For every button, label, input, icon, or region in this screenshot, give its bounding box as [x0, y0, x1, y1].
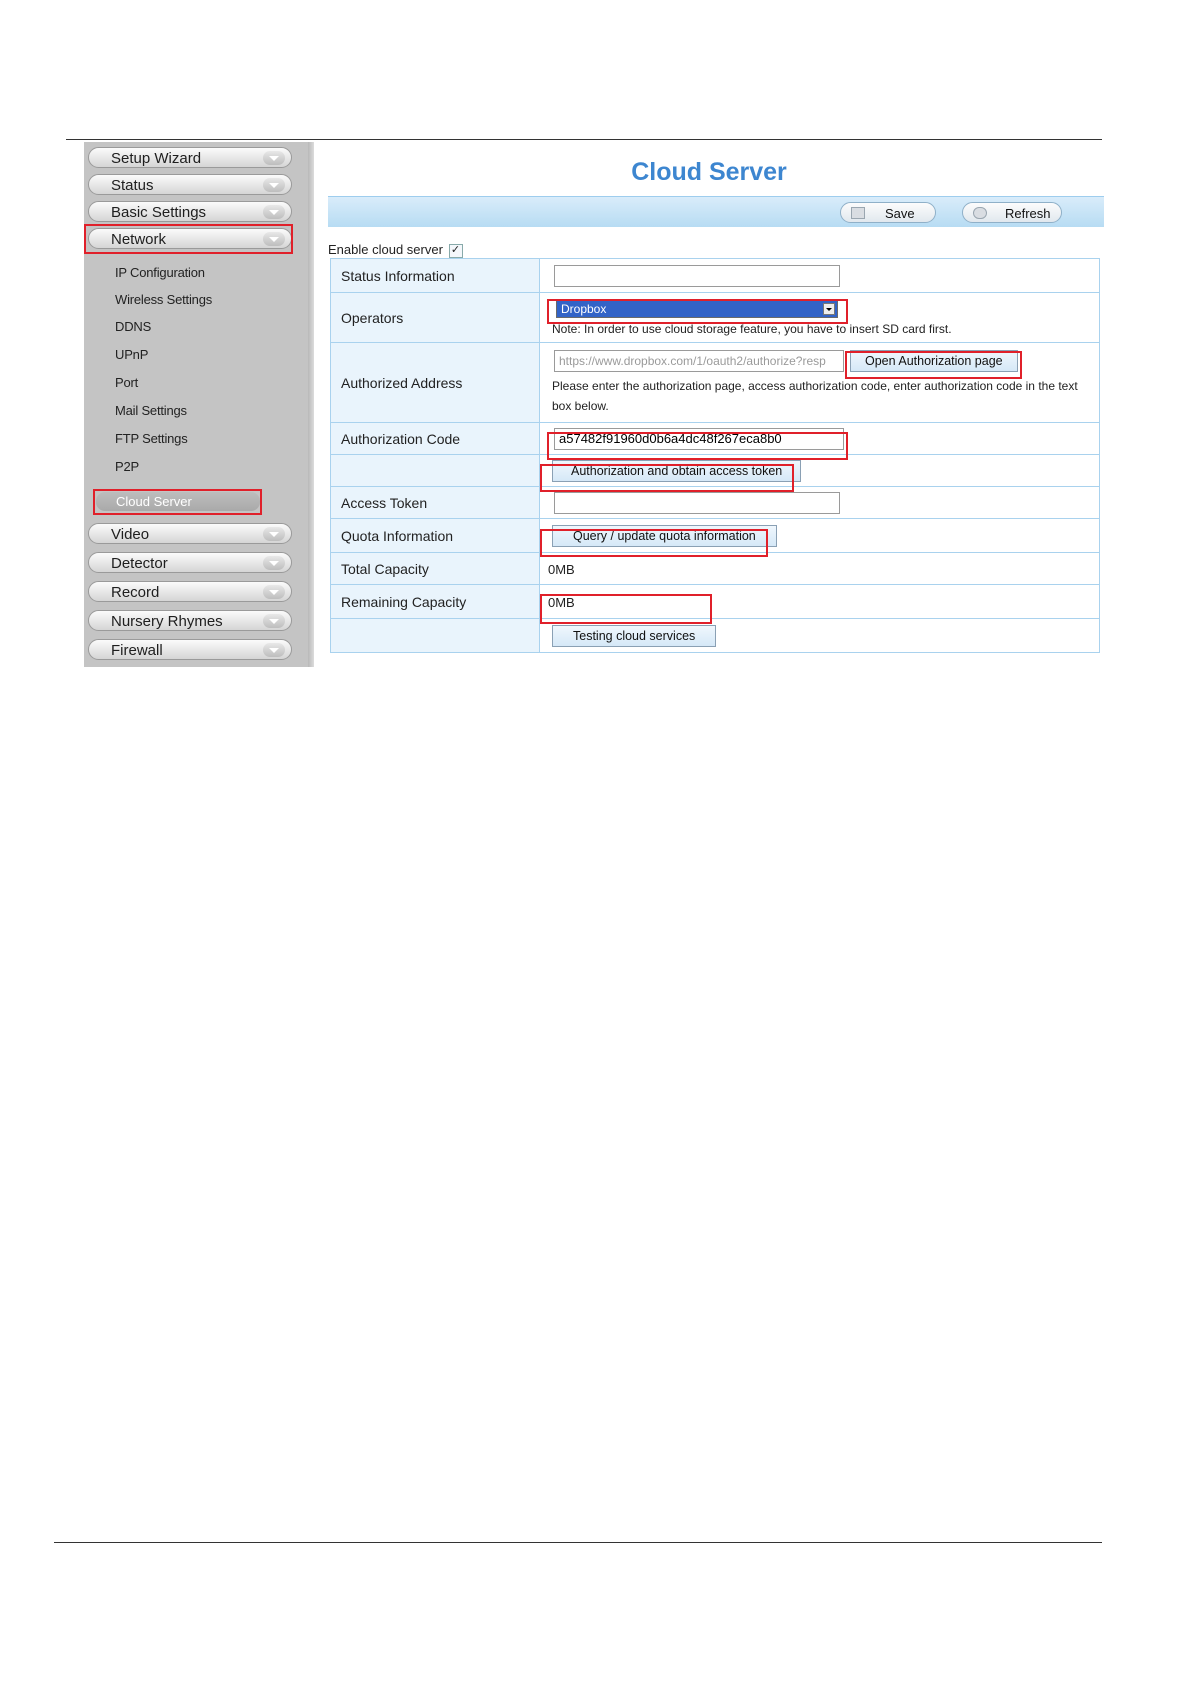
sidebar-item-p2p[interactable]: P2P	[115, 459, 139, 474]
screenshot-frame	[84, 142, 1104, 667]
table-row	[331, 455, 1100, 487]
refresh-label: Refresh	[1005, 206, 1051, 221]
testing-cloud-services-button[interactable]: Testing cloud services	[552, 625, 716, 647]
open-authorization-page-button[interactable]: Open Authorization page	[850, 350, 1018, 372]
sidebar-item-mail-settings[interactable]: Mail Settings	[115, 403, 187, 418]
authorized-address-cell	[540, 343, 1100, 423]
table-row	[331, 293, 1100, 343]
status-info-field[interactable]	[554, 265, 840, 287]
access-token-label: Access Token	[331, 487, 540, 519]
table-row	[331, 423, 1100, 455]
obtain-token-label-cell	[331, 455, 540, 487]
page-title: Cloud Server	[631, 158, 787, 186]
chevron-down-icon	[263, 151, 285, 165]
main-panel	[314, 142, 1104, 667]
menu-label: Network	[111, 231, 167, 248]
menu-video[interactable]	[88, 523, 292, 544]
table-row	[331, 519, 1100, 553]
authorized-address-label: Authorized Address	[331, 343, 540, 423]
status-info-label: Status Information	[331, 259, 540, 293]
obtain-token-cell	[540, 455, 1100, 487]
menu-label: Detector	[111, 555, 168, 572]
testing-cell	[540, 619, 1100, 653]
menu-label: Record	[111, 584, 160, 601]
menu-label: Nursery Rhymes	[111, 613, 223, 630]
menu-label: Status	[111, 177, 154, 194]
sidebar-item-ftp-settings[interactable]: FTP Settings	[115, 431, 188, 446]
sidebar-item-ddns[interactable]: DDNS	[115, 319, 152, 334]
sidebar-item-port[interactable]: Port	[115, 375, 139, 390]
menu-label: Basic Settings	[111, 204, 207, 221]
menu-nursery-rhymes[interactable]	[88, 610, 292, 631]
remaining-capacity-cell	[540, 585, 1100, 619]
operators-note: Note: In order to use cloud storage feature, you have to insert SD card first.	[552, 321, 952, 336]
access-token-field[interactable]	[554, 492, 840, 514]
query-quota-button[interactable]: Query / update quota information	[552, 525, 777, 547]
save-icon	[851, 207, 865, 219]
quota-info-cell	[540, 519, 1100, 553]
chevron-down-icon	[263, 527, 285, 541]
menu-label: Video	[111, 526, 150, 543]
chevron-down-icon	[263, 178, 285, 192]
toolbar	[328, 196, 1104, 227]
save-button[interactable]	[840, 202, 936, 223]
top-rule	[66, 139, 1102, 140]
menu-firewall[interactable]	[88, 639, 292, 660]
table-row	[331, 487, 1100, 519]
enable-cloud-label: Enable cloud server	[328, 242, 443, 257]
quota-info-label: Quota Information	[331, 519, 540, 553]
refresh-icon	[973, 207, 987, 219]
operators-label: Operators	[331, 293, 540, 343]
menu-detector[interactable]	[88, 552, 292, 573]
menu-record[interactable]	[88, 581, 292, 602]
menu-status[interactable]	[88, 174, 292, 195]
chevron-down-icon	[263, 232, 285, 246]
sidebar	[84, 142, 308, 667]
remaining-capacity-label: Remaining Capacity	[331, 585, 540, 619]
table-row	[331, 343, 1100, 423]
total-capacity-label: Total Capacity	[331, 553, 540, 585]
testing-label-cell	[331, 619, 540, 653]
total-capacity-cell	[540, 553, 1100, 585]
enable-cloud-checkbox[interactable]: ✓	[449, 244, 463, 258]
refresh-button[interactable]	[962, 202, 1062, 223]
authorization-code-label: Authorization Code	[331, 423, 540, 455]
save-label: Save	[885, 206, 915, 221]
authorization-code-cell	[540, 423, 1100, 455]
menu-label: Setup Wizard	[111, 150, 202, 167]
operators-cell	[540, 293, 1100, 343]
authorization-code-field[interactable]	[554, 428, 844, 450]
sidebar-item-wireless-settings[interactable]: Wireless Settings	[115, 292, 213, 307]
operators-selected: Dropbox	[561, 301, 607, 316]
sidebar-item-ip-configuration[interactable]: IP Configuration	[115, 265, 205, 280]
table-row	[331, 619, 1100, 653]
enable-cloud-row	[328, 242, 463, 258]
menu-network[interactable]	[88, 228, 292, 249]
authorized-address-field[interactable]	[554, 350, 844, 372]
menu-label: Firewall	[111, 642, 163, 659]
access-token-cell	[540, 487, 1100, 519]
chevron-down-icon	[263, 556, 285, 570]
total-capacity-value: 0MB	[548, 561, 575, 577]
chevron-down-icon	[263, 585, 285, 599]
table-row	[331, 259, 1100, 293]
status-info-cell	[540, 259, 1100, 293]
operators-select[interactable]	[556, 300, 838, 318]
cloud-settings-table	[330, 258, 1100, 653]
bottom-rule	[54, 1542, 1102, 1543]
chevron-down-icon	[263, 205, 285, 219]
authorization-hint: Please enter the authorization page, access authorization code, enter authorization code in the text box below.	[552, 378, 1078, 413]
sidebar-item-cloud-server[interactable]: Cloud Server	[96, 492, 260, 511]
obtain-access-token-button[interactable]: Authorization and obtain access token	[552, 460, 801, 482]
chevron-down-icon	[263, 643, 285, 657]
sidebar-item-upnp[interactable]: UPnP	[115, 347, 149, 362]
remaining-capacity-value: 0MB	[548, 594, 575, 610]
menu-setup-wizard[interactable]	[88, 147, 292, 168]
dropdown-arrow-icon	[823, 303, 835, 315]
table-row	[331, 553, 1100, 585]
menu-basic-settings[interactable]	[88, 201, 292, 222]
chevron-down-icon	[263, 614, 285, 628]
table-row	[331, 585, 1100, 619]
